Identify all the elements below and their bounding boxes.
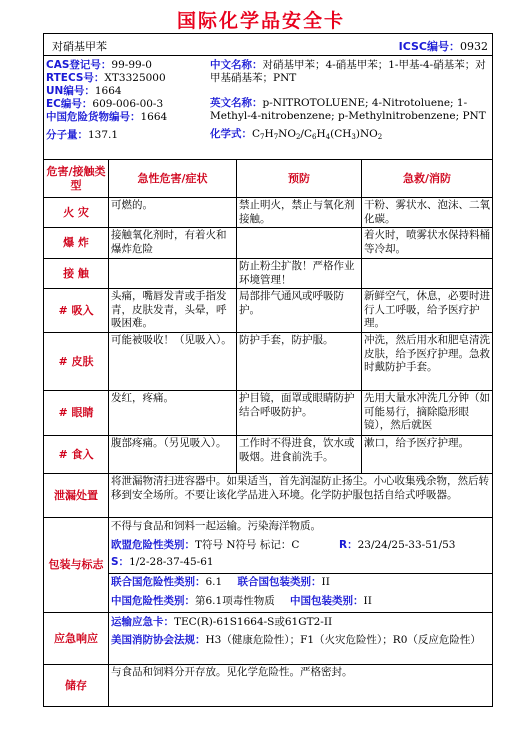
chemical-formula: 化学式：$C_7H_7NO_2/C_6H_4(CH_3)NO_2$ <box>210 128 383 141</box>
emergency-section <box>44 613 492 665</box>
molecular-weight: 分子量：137.1 <box>46 129 119 141</box>
ident-left <box>46 59 206 142</box>
storage-text: 与食品和饲料分开存放。见化学危险性。严格密封。 <box>111 666 353 678</box>
hazard-row-fire: 火 灾 可燃的。 禁止明火，禁止与氧化剂接触。 干粉、雾状水、泡沫、二氧化碳。 <box>44 198 492 228</box>
col-aid: 急救/消防 <box>402 171 452 185</box>
packaging-section <box>44 518 492 613</box>
hazard-row-skin: # 皮肤 可能被吸收！（见吸入）。 防护手套，防护服。 冲洗，然后用水和肥皂清洗皮肤，给予医疗护理。急救时戴防护手套。 <box>44 333 492 391</box>
nfpa-code: 美国消防协会法规：H3（健康危险性）；F1（火灾危险性）；R0（反应危险性） <box>111 634 481 646</box>
spill-section <box>44 474 492 518</box>
hazard-row-explosion: 爆 炸 接触氧化剂时，有着火和爆炸危险 着火时，喷雾状水保持料桶等冷却。 <box>44 228 492 259</box>
identification-block <box>44 56 492 160</box>
column-header-row <box>44 160 492 198</box>
safety-card <box>43 33 493 707</box>
eu-classification: 欧盟危险性类别：T符号 N符号 标记：C R：23/24/25-33-51/53 <box>111 539 456 551</box>
card-title: 国际化学品安全卡 <box>176 10 345 32</box>
hazard-row-exposure: 接 触 防止粉尘扩散！严格作业环境管理！ <box>44 259 492 289</box>
packaging-label: 包装与标志 <box>44 518 109 612</box>
cn-classification: 中国危险性类别：第6.1项毒性物质 中国包装类别：II <box>111 595 372 607</box>
chemical-name: 对硝基甲苯 <box>52 40 107 53</box>
s-phrases: S：1/2-28-37-45-61 <box>111 556 214 568</box>
col-prevent: 预防 <box>237 160 362 197</box>
transport-emergency-card: 运输应急卡：TEC(R)-61S1664-S或61GT2-II <box>111 616 333 628</box>
cn-dangerous-goods-number: 中国危险货物编号：1664 <box>46 111 168 123</box>
storage-section <box>44 665 492 706</box>
icsc-number: ICSC编号：0932 <box>398 40 488 53</box>
ident-right <box>210 59 490 141</box>
cas-number: CAS登记号：99-99-0 <box>46 59 152 71</box>
hazard-row-ingestion: # 食入 腹部疼痛。（另见吸入）。 工作时不得进食，饮水或吸烟。进食前洗手。 漱口，给予医疗护理。 <box>44 436 492 474</box>
spill-text: 将泄漏物清扫进容器中。如果适当，首先润湿防止扬尘。小心收集残余物，然后转移到安全场所。不要让该化学品进入环境。化学防护服包括自给式呼吸器。 <box>111 475 489 501</box>
ec-number: EC编号：609-006-00-3 <box>46 98 164 110</box>
english-name: 英文名称：p-NITROTOLUENE; 4-Nitrotoluene; 1-Methyl-4-nitrobenzene; p-Methylnitrobenzene; PNT <box>210 97 486 122</box>
storage-label: 储存 <box>44 665 109 706</box>
pack-line1: 不得与食品和饲料一起运输。污染海洋物质。 <box>111 520 321 532</box>
chinese-name: 中文名称：对硝基甲苯；4-硝基甲苯；1-甲基-4-硝基苯；对甲基硝基苯；PNT <box>210 59 486 84</box>
un-number: UN编号：1664 <box>46 85 122 97</box>
un-classification: 联合国危险性类别：6.1 联合国包装类别：II <box>111 576 330 588</box>
spill-label: 泄漏处置 <box>44 474 109 517</box>
hazard-row-eyes: # 眼睛 发红，疼痛。 护目镜，面罩或眼睛防护结合呼吸防护。 先用大量水冲洗几分钟（如可能易行，摘除隐形眼镜），然后就医 <box>44 391 492 436</box>
col-symptom: 急性危害/症状 <box>109 160 237 197</box>
emergency-label: 应急响应 <box>44 613 109 664</box>
rtecs-number: RTECS号：XT3325000 <box>46 72 166 84</box>
hazard-row-inhalation: # 吸入 头痛，嘴唇发青或手指发青，皮肤发青，头晕，呼吸困难。 局部排气通风或呼吸防护。 新鲜空气，休息，必要时进行人工呼吸，给予医疗护理。 <box>44 289 492 333</box>
col-type: 危害/接触类型 <box>44 160 109 197</box>
header-row <box>44 34 492 56</box>
